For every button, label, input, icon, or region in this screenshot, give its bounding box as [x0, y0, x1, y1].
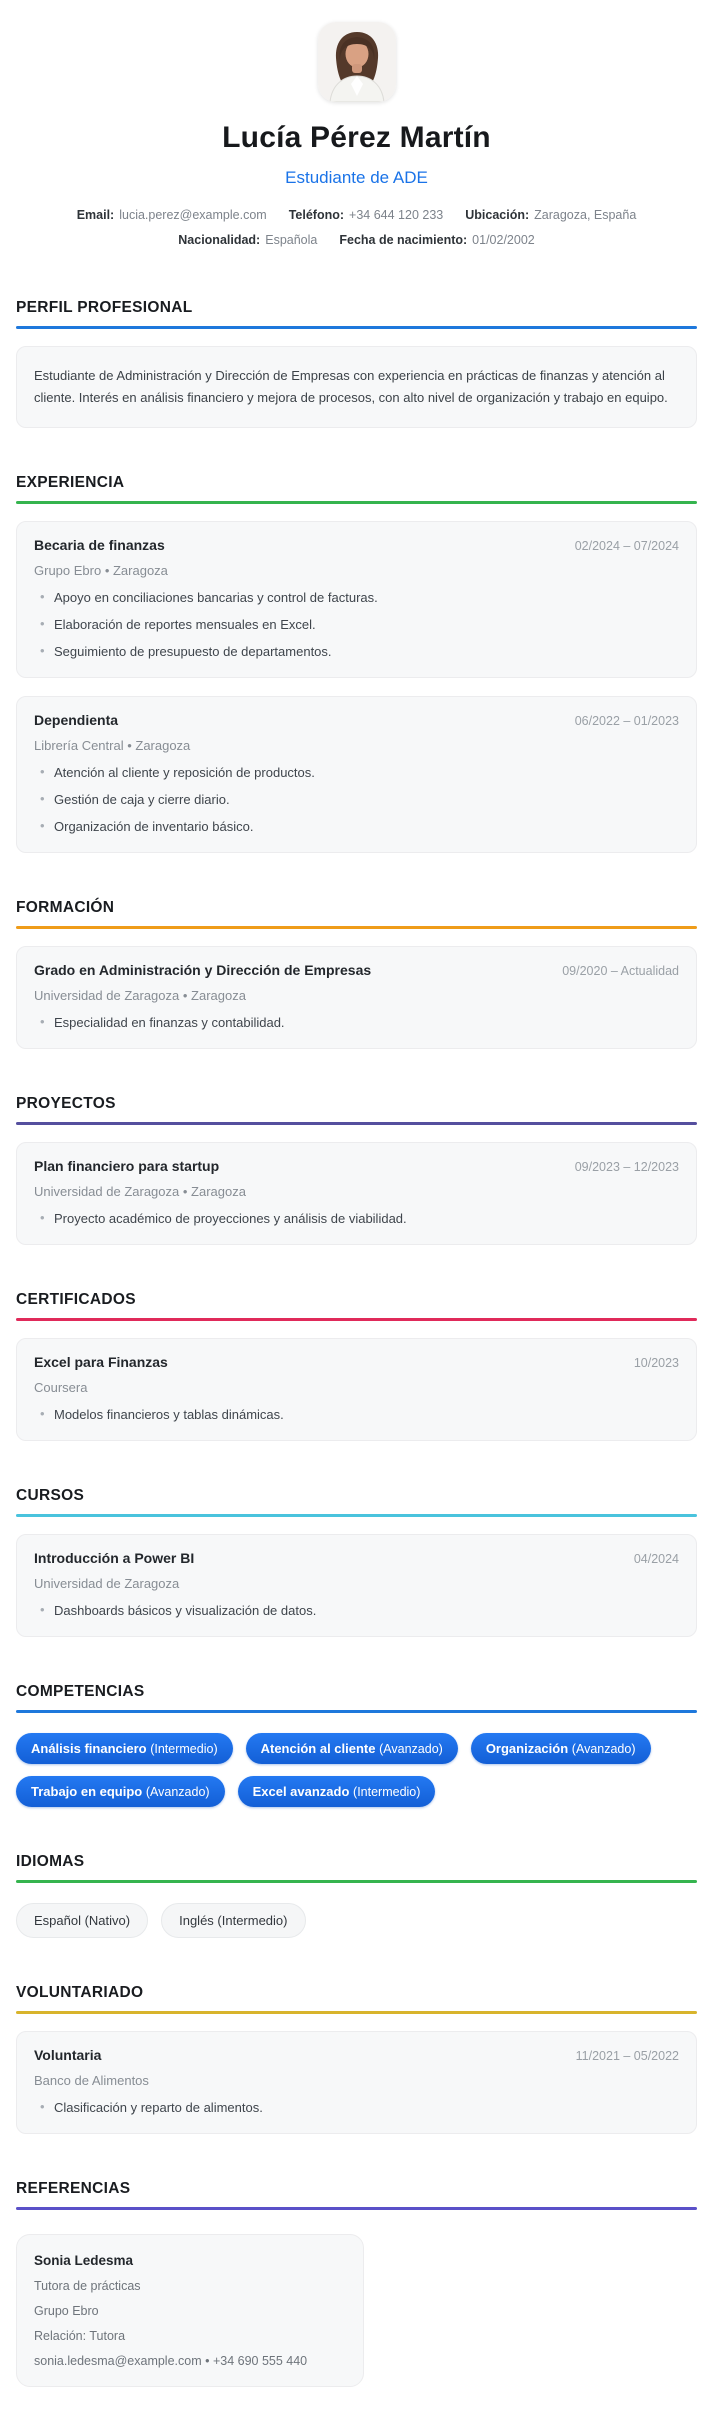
section-profile-heading: PERFIL PROFESIONAL: [16, 299, 193, 316]
experience-dates: 02/2024 – 07/2024: [574, 539, 679, 554]
candidate-title: Estudiante de ADE: [285, 168, 428, 187]
reference-role: Tutora de prácticas: [34, 2279, 141, 2294]
experience-title: Becaria de finanzas: [34, 537, 165, 554]
experience-dates: 06/2022 – 01/2023: [574, 714, 679, 729]
certificate-title: Excel para Finanzas: [34, 1354, 168, 1371]
bullet-item: • Proyecto académico de proyecciones y análisis de viabilidad.: [34, 1205, 679, 1232]
section-education-rule: [16, 926, 697, 929]
reference-org: Grupo Ebro: [34, 2304, 99, 2319]
section-experience-heading: EXPERIENCIA: [16, 474, 125, 492]
section-experience-rule: [16, 501, 697, 504]
skill-pill: Análisis financiero (Intermedio): [16, 1733, 233, 1764]
section-projects-heading: PROYECTOS: [16, 1095, 116, 1113]
bullet-item: • Dashboards básicos y visualización de datos.: [34, 1597, 679, 1624]
bullet-item: • Organización de inventario básico.: [34, 813, 679, 840]
certificate-dates: 10/2023: [633, 1356, 679, 1371]
section-references: [16, 2180, 697, 2387]
certificate-org: Coursera: [34, 1380, 88, 1396]
skills-pill-row: [16, 1733, 697, 1807]
language-pill: Inglés (Intermedio): [161, 1903, 305, 1938]
contact-nationality: Nacionalidad: Española: [178, 233, 318, 247]
volunteering-title: Voluntaria: [34, 2047, 102, 2064]
language-pill: Español (Nativo): [16, 1903, 148, 1938]
bullet-item: • Modelos financieros y tablas dinámicas.: [34, 1401, 679, 1428]
section-volunteering-heading: VOLUNTARIADO: [16, 1984, 144, 2002]
section-languages-rule: [16, 1880, 697, 1883]
profile-text: Estudiante de Administración y Dirección de Empresas con experiencia en prácticas de finanzas y atención al cliente. Interés en análisis financiero y mejora de procesos, con alto nivel de organización y trabajo en equipo.: [34, 368, 668, 406]
section-skills: [16, 1683, 697, 1807]
experience-org: Librería Central • Zaragoza: [34, 738, 191, 754]
section-profile: [16, 299, 697, 428]
section-profile-rule: [16, 326, 697, 329]
section-courses-heading: CURSOS: [16, 1487, 85, 1505]
profile-card: [16, 346, 697, 428]
contact-phone: Teléfono: +34 644 120 233: [288, 208, 444, 222]
education-org: Universidad de Zaragoza • Zaragoza: [34, 988, 246, 1004]
section-certificates-heading: CERTIFICADOS: [16, 1291, 136, 1309]
course-dates: 04/2024: [633, 1552, 679, 1567]
course-org: Universidad de Zaragoza: [34, 1576, 180, 1592]
bullet-item: • Seguimiento de presupuesto de departamentos.: [34, 638, 679, 665]
section-education: [16, 899, 697, 1049]
reference-card: [16, 2234, 364, 2387]
section-references-rule: [16, 2207, 697, 2210]
section-volunteering-rule: [16, 2011, 697, 2014]
education-title: Grado en Administración y Dirección de Empresas: [34, 962, 372, 979]
experience-org: Grupo Ebro • Zaragoza: [34, 563, 168, 579]
section-experience: [16, 474, 697, 853]
cv-header: [16, 22, 697, 253]
skill-pill: Organización (Avanzado): [471, 1733, 651, 1764]
course-bullets: [34, 1597, 679, 1624]
education-bullets: [34, 1009, 679, 1036]
section-references-heading: REFERENCIAS: [16, 2180, 131, 2198]
section-languages-heading: IDIOMAS: [16, 1853, 85, 1871]
section-education-heading: FORMACIÓN: [16, 899, 115, 917]
experience-title: Dependienta: [34, 712, 119, 729]
course-card: [16, 1534, 697, 1637]
section-certificates-rule: [16, 1318, 697, 1321]
reference-name: Sonia Ledesma: [34, 2253, 134, 2269]
bullet-item: • Atención al cliente y reposición de productos.: [34, 759, 679, 786]
project-bullets: [34, 1205, 679, 1232]
skill-pill: Atención al cliente (Avanzado): [246, 1733, 458, 1764]
certificate-card: [16, 1338, 697, 1441]
contact-birthdate: Fecha de nacimiento: 01/02/2002: [339, 233, 535, 247]
skill-pill: Trabajo en equipo (Avanzado): [16, 1776, 225, 1807]
section-projects: [16, 1095, 697, 1245]
profile-photo-illustration: [318, 22, 396, 102]
bullet-item: • Elaboración de reportes mensuales en Excel.: [34, 611, 679, 638]
bullet-item: • Especialidad en finanzas y contabilidad.: [34, 1009, 679, 1036]
profile-photo: [318, 22, 396, 102]
experience-card: [16, 696, 697, 853]
section-languages: [16, 1853, 697, 1938]
experience-bullets: [34, 584, 679, 665]
experience-bullets: [34, 759, 679, 840]
education-dates: 09/2020 – Actualidad: [562, 964, 679, 979]
reference-contact: sonia.ledesma@example.com • +34 690 555 440: [34, 2354, 308, 2369]
contact-email: Email: lucia.perez@example.com: [76, 208, 267, 222]
experience-card: [16, 521, 697, 678]
contact-info: [16, 203, 697, 253]
section-courses: [16, 1487, 697, 1637]
project-org: Universidad de Zaragoza • Zaragoza: [34, 1184, 246, 1200]
volunteering-card: [16, 2031, 697, 2134]
reference-relation: Relación: Tutora: [34, 2329, 126, 2344]
skill-pill: Excel avanzado (Intermedio): [238, 1776, 436, 1807]
project-title: Plan financiero para startup: [34, 1158, 220, 1175]
section-projects-rule: [16, 1122, 697, 1125]
volunteering-dates: 11/2021 – 05/2022: [575, 2049, 679, 2064]
contact-location: Ubicación: Zaragoza, España: [465, 208, 637, 222]
education-card: [16, 946, 697, 1049]
languages-pill-row: [16, 1903, 697, 1938]
section-skills-heading: COMPETENCIAS: [16, 1683, 145, 1701]
candidate-name: Lucía Pérez Martín: [222, 121, 491, 154]
volunteering-bullets: [34, 2094, 679, 2121]
section-volunteering: [16, 1984, 697, 2134]
bullet-item: • Clasificación y reparto de alimentos.: [34, 2094, 679, 2121]
bullet-item: • Gestión de caja y cierre diario.: [34, 786, 679, 813]
project-card: [16, 1142, 697, 1245]
bullet-item: • Apoyo en conciliaciones bancarias y control de facturas.: [34, 584, 679, 611]
section-certificates: [16, 1291, 697, 1441]
project-dates: 09/2023 – 12/2023: [574, 1160, 679, 1175]
section-skills-rule: [16, 1710, 697, 1713]
course-title: Introducción a Power BI: [34, 1550, 195, 1567]
section-courses-rule: [16, 1514, 697, 1517]
certificate-bullets: [34, 1401, 679, 1428]
volunteering-org: Banco de Alimentos: [34, 2073, 149, 2089]
